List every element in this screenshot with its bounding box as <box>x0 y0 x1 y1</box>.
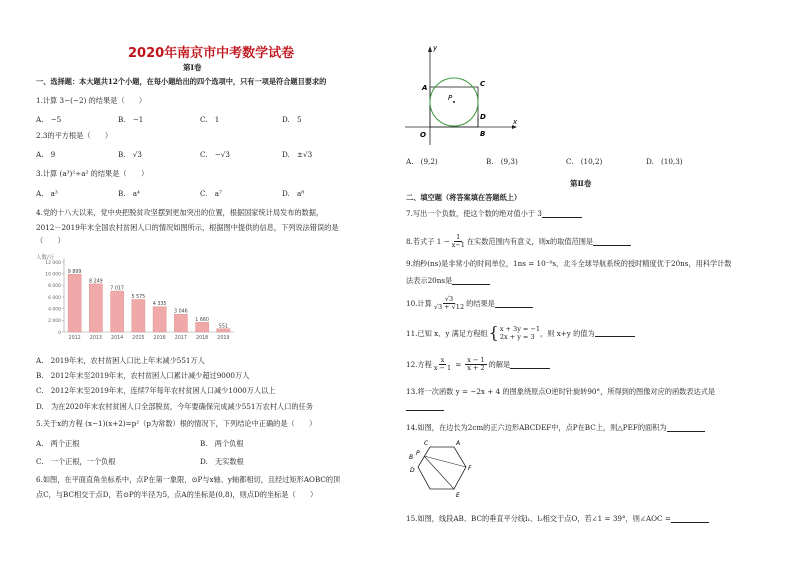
q12-right-den: x + 2 <box>467 364 485 372</box>
section1-heading: 一、选择题：本大题共12个小题，在每小题给出的四个选项中，只有一项是符合题目要求的 <box>36 77 327 86</box>
label-c: C <box>480 80 486 88</box>
chart-x-tick-label: 2018 <box>196 336 209 341</box>
q15-text: 15.如图，线段AB、BC的垂直平分线l₁、l₂相交于点O，若∠1 = 39°，则∠AOC = <box>406 514 671 523</box>
q12-left-fraction <box>434 357 451 372</box>
label-b: B <box>480 130 486 138</box>
label-d: D <box>480 113 486 121</box>
right-column <box>400 0 770 562</box>
q12-answer-blank <box>510 361 550 369</box>
label-c: C <box>424 440 429 447</box>
q11-text-a: 11.已知 x、y 满足方程组 <box>406 328 488 338</box>
chart-bar <box>111 291 124 332</box>
q10-text-a: 10.计算 <box>406 299 432 308</box>
segment-pf <box>424 456 454 489</box>
q1-option-c: C. 1 <box>200 115 220 124</box>
q3-option-b: B. a⁴ <box>118 189 140 198</box>
q12-text-a: 12.方程 <box>406 360 432 369</box>
label-p: P <box>416 450 420 457</box>
q10-text-b: 的结果是 <box>466 299 495 308</box>
q3-stem: 3.计算 (a³)²÷a² 的结果是（ ） <box>36 169 149 178</box>
q8-frac-den: x−1 <box>451 241 465 249</box>
y-axis-arrow <box>428 46 432 52</box>
label-o: O <box>420 131 426 139</box>
chart-y-tick-label: 4 000 <box>48 307 61 313</box>
label-x: x <box>513 118 518 126</box>
q12-left-den: x − 1 <box>433 364 452 372</box>
q4-option-d: D. 为在2020年末农村贫困人口全部脱贫，今年要确保完成减少551万农村人口的任务 <box>36 402 313 411</box>
chart-x-tick-label: 2012 <box>68 336 81 341</box>
q14-row <box>406 423 705 432</box>
poverty-bar-chart <box>34 252 244 344</box>
q2-option-d: D. ±√3 <box>282 150 313 159</box>
chart-data-label: 1 660 <box>195 317 209 323</box>
q4-stem-line3: （ ） <box>36 236 65 245</box>
q4-stem-line1: 4.党的十八大以来，党中央把脱贫攻坚摆到更加突出的位置，根据国家统计局发布的数据， <box>36 208 324 217</box>
q12-text-b: 的解是 <box>488 360 511 369</box>
q6-stem-line1: 6.如图，在平面直角坐标系中，点P在第一象限，⊙P与x轴、y轴都相切，且经过矩形AOBC的顶 <box>36 475 341 484</box>
section2-heading: 二、填空题（将答案填在答题纸上） <box>406 193 522 202</box>
q11-system <box>500 325 540 341</box>
chart-bar <box>174 314 187 332</box>
chart-x-tick-label: 2013 <box>89 336 102 341</box>
chart-x-tick-label: 2019 <box>217 336 230 341</box>
chart-y-tick-label: 2 000 <box>48 319 61 325</box>
q6-circle-rectangle-figure <box>400 40 530 150</box>
q1-option-a: A. −5 <box>36 115 62 124</box>
chart-data-label: 3 046 <box>174 309 188 315</box>
chart-bar <box>68 274 81 332</box>
q8-fraction <box>452 234 465 249</box>
q12-right-fraction <box>465 357 486 372</box>
q6-option-d: D. (10,3) <box>646 157 683 166</box>
q12-right-num: x − 1 <box>467 356 485 364</box>
q4-option-b: B. 2012年末至2019年末，农村贫困人口累计减少超过9000万人 <box>36 371 250 380</box>
q10-answer-blank <box>495 300 533 308</box>
q9-line1: 9.纳秒(ns)是非常小的时间单位，1ns = 10⁻⁹s，北斗全球导航系统的授时精度优于20ns，用科学计数 <box>406 259 732 268</box>
chart-x-tick-label: 2016 <box>153 336 166 341</box>
q9-answer-blank <box>452 277 490 285</box>
q1-option-b: B. −1 <box>118 115 144 124</box>
q15-row <box>406 514 709 523</box>
q4-option-a: A. 2019年末，农村贫困人口比上年末减少551万人 <box>36 356 205 365</box>
chart-y-label: 人数/万 <box>36 255 55 261</box>
chart-bar <box>89 284 102 332</box>
q8-answer-blank <box>593 238 631 246</box>
q10-row <box>406 296 533 311</box>
q7-answer-blank <box>542 210 582 218</box>
q2-option-b: B. √3 <box>118 150 142 159</box>
q12-left-num: x <box>440 356 445 364</box>
segment-pe <box>424 456 466 467</box>
q9-row2 <box>406 276 490 285</box>
q4-option-c: C. 2012年末至2019年末，连续7年每年农村贫困人口减少1000万人以上 <box>36 386 276 395</box>
left-column <box>28 0 398 562</box>
q4-stem-line2: 2012－2019年末全国农村贫困人口的情况如图所示，根据图中提供的信息，下列说法错误的是 <box>36 223 339 232</box>
q11-row <box>406 325 635 341</box>
label-d: D <box>410 467 415 474</box>
q2-option-a: A. 9 <box>36 150 56 159</box>
q1-stem: 1.计算 3−(−2) 的结果是（ ） <box>36 96 147 105</box>
q13-line1: 13.将一次函数 y = −2x + 4 的图象绕原点O逆时针旋转90°，所得到的图像对应的函数表达式是 <box>406 387 716 396</box>
q11-answer-blank <box>595 329 635 337</box>
part2-label: 第Ⅱ卷 <box>570 179 592 188</box>
label-a: A <box>422 84 428 92</box>
q13-row2 <box>406 402 444 411</box>
q3-option-d: D. a⁸ <box>282 189 305 198</box>
label-y: y <box>433 44 438 52</box>
q10-frac-den: √3 + √12 <box>433 303 465 311</box>
chart-y-tick-label: 12 000 <box>45 260 61 266</box>
paper-title: 2020年南京市中考数学试卷 <box>128 46 295 61</box>
q12-equals: = <box>455 360 462 369</box>
q6-option-c: C. (10,2) <box>566 157 603 166</box>
label-p: P <box>448 94 453 102</box>
chart-bar <box>132 299 145 332</box>
chart-x-tick-label: 2015 <box>132 336 145 341</box>
q12-row <box>406 357 550 372</box>
q11-eq2: 2x + y = 3 <box>499 333 535 341</box>
chart-y-tick-label: 10 000 <box>45 272 61 278</box>
q1-option-d: D. 5 <box>282 115 302 124</box>
chart-x-tick-label: 2014 <box>111 336 124 341</box>
label-a: A <box>456 440 461 447</box>
chart-data-label: 551 <box>218 324 228 330</box>
q14-answer-blank <box>667 424 705 432</box>
q10-frac-num: √3 <box>444 295 454 303</box>
q5-option-a: A. 两个正根 <box>36 439 80 448</box>
q11-eq1: x + 3y = −1 <box>499 325 541 333</box>
q3-option-c: C. a⁷ <box>200 189 222 198</box>
q5-option-c: C. 一个正根，一个负根 <box>36 457 116 466</box>
chart-data-label: 5 575 <box>131 294 146 300</box>
q6-option-a: A. (9,2) <box>406 157 438 166</box>
chart-x-tick-label: 2017 <box>174 336 187 341</box>
chart-data-label: 9 899 <box>67 269 82 275</box>
q11-text-b: ，则 x+y 的值为 <box>540 328 595 338</box>
point-p <box>453 101 455 103</box>
q8-text-a: 8.若式子 1 − <box>406 237 450 246</box>
q7-text: 7.写出一个负数，使这个数的绝对值小于 3 <box>406 209 542 218</box>
label-b: B <box>409 454 414 461</box>
chart-data-label: 8 249 <box>89 279 103 285</box>
q5-option-b: B. 两个负根 <box>200 439 244 448</box>
q9-line2: 法表示20ns是 <box>406 276 453 285</box>
q2-option-c: C. −√3 <box>200 150 230 159</box>
q14-hexagon-figure <box>404 437 484 503</box>
chart-data-label: 7 017 <box>110 286 124 292</box>
q13-answer-blank <box>406 403 444 411</box>
q8-row <box>406 234 631 249</box>
q3-option-a: A. a³ <box>36 189 58 198</box>
chart-y-tick-label: 0 <box>58 330 61 336</box>
chart-data-label: 4 335 <box>152 302 167 308</box>
hexagon-abcdef <box>418 447 466 489</box>
q8-frac-num: 1 <box>456 233 461 241</box>
q8-text-b: 在实数范围内有意义，则x的取值范围是 <box>466 237 594 246</box>
q14-text: 14.如图，在边长为2cm的正六边形ABCDEF中，点P在BC上，则△PEF的面积为 <box>406 423 667 432</box>
chart-bar <box>153 307 166 332</box>
q5-stem: 5.关于x的方程 (x−1)(x+2)=p²（p为常数）根的情况下，下列结论中正确的是（ ） <box>36 419 317 428</box>
q10-fraction <box>434 296 464 311</box>
chart-bar <box>196 322 209 332</box>
q15-answer-blank <box>671 515 709 523</box>
q2-stem: 2.3的平方根是（ ） <box>36 131 113 140</box>
q6-option-b: B. (9,3) <box>486 157 518 166</box>
label-e: E <box>456 492 460 499</box>
chart-y-tick-label: 8 000 <box>48 284 61 290</box>
q5-option-d: D. 无实数根 <box>200 457 244 466</box>
rectangle-aobc <box>430 87 478 127</box>
label-f: F <box>468 465 472 472</box>
q7-row <box>406 209 582 218</box>
part1-label: 第Ⅰ卷 <box>183 63 202 72</box>
q6-stem-line2: 点C，与BC相交于点D，若⊙P的半径为5，点A的坐标是(0,8)，则点D的坐标是（ ） <box>36 490 318 499</box>
q11-brace: { <box>488 323 499 342</box>
chart-y-tick-label: 6 000 <box>48 295 61 301</box>
